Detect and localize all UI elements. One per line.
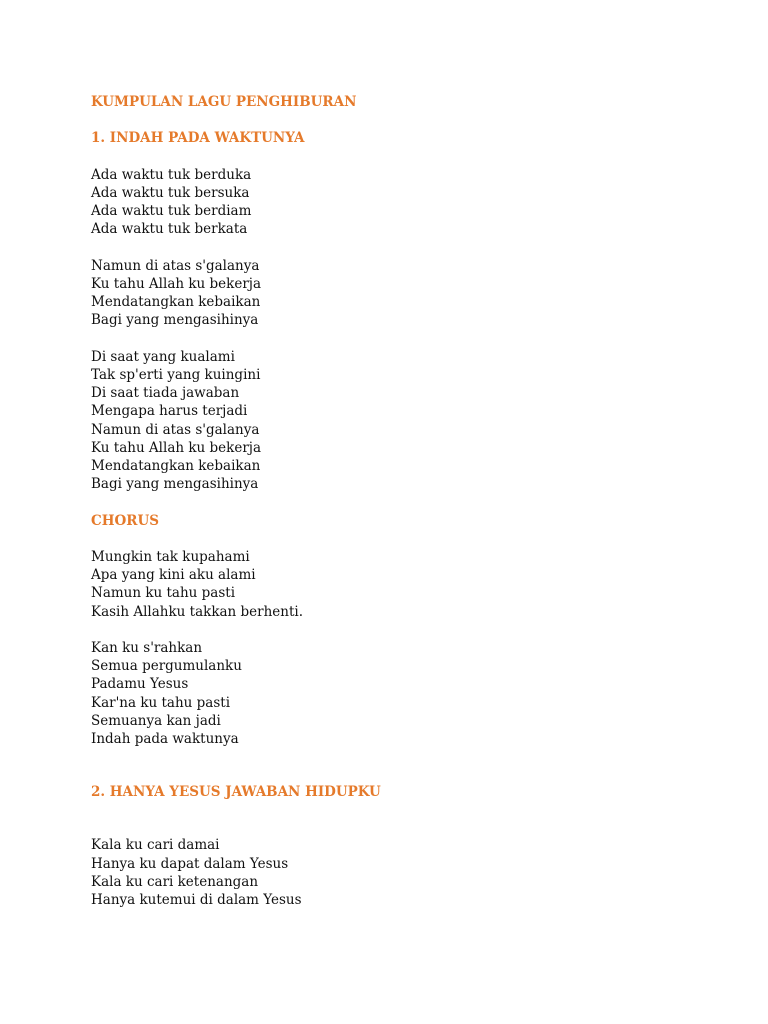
lyric-line: Padamu Yesus (91, 676, 189, 693)
spacer (91, 493, 691, 511)
lyric-line: Semuanya kan jadi (91, 712, 221, 729)
lyric-line: Namun di atas s'galanya (91, 257, 260, 274)
lyric-line: Hanya ku dapat dalam Yesus (91, 855, 289, 872)
lyric-line: Di saat yang kualami (91, 348, 235, 365)
lyric-line: Mendatangkan kebaikan (91, 294, 261, 311)
document-title: KUMPULAN LAGU PENGHIBURAN (91, 94, 357, 110)
lyric-line: Mungkin tak kupahami (91, 548, 250, 565)
spacer (91, 530, 691, 548)
song-title: 2. HANYA YESUS JAWABAN HIDUPKU (91, 784, 381, 801)
spacer (91, 330, 691, 348)
lyric-line: Ada waktu tuk berdiam (91, 203, 252, 220)
lyric-line: Indah pada waktunya (91, 731, 239, 747)
lyric-line: Ku tahu Allah ku bekerja (91, 439, 262, 456)
lyric-line: Namun di atas s'galanya (91, 421, 260, 438)
document-page (91, 93, 691, 909)
spacer (91, 748, 691, 783)
lyric-line: Ku tahu Allah ku bekerja (91, 275, 262, 292)
spacer (91, 621, 691, 639)
lyric-line: Di saat tiada jawaban (91, 385, 240, 402)
lyric-line: Mendatangkan kebaikan (91, 458, 261, 474)
lyric-line: Ada waktu tuk bersuka (91, 184, 250, 201)
lyric-line: Tak sp'erti yang kuingini (91, 366, 261, 383)
lyric-line: Kala ku cari damai (91, 837, 220, 854)
lyric-line: Mengapa harus terjadi (91, 403, 248, 420)
lyric-line: Bagi yang mengasihinya (91, 312, 259, 329)
song-title: 1. INDAH PADA WAKTUNYA (91, 130, 305, 147)
spacer (91, 111, 691, 129)
lyric-line: Ada waktu tuk berkata (91, 221, 248, 238)
spacer (91, 801, 691, 836)
lyric-line: Kan ku s'rahkan (91, 639, 203, 656)
chorus-label: CHORUS (91, 512, 160, 529)
lyric-line: Hanya kutemui di dalam Yesus (91, 892, 302, 909)
lyric-line: Bagi yang mengasihinya (91, 476, 259, 493)
lyric-line: Semua pergumulanku (91, 658, 242, 675)
lyric-line: Kar'na ku tahu pasti (91, 694, 231, 711)
lyric-line: Namun ku tahu pasti (91, 585, 236, 602)
lyric-line: Apa yang kini aku alami (91, 567, 256, 584)
lyric-line: Kasih Allahku takkan berhenti. (91, 603, 304, 620)
spacer (91, 239, 691, 257)
lyric-line: Ada waktu tuk berduka (91, 166, 252, 183)
lyric-line: Kala ku cari ketenangan (91, 873, 259, 890)
spacer (91, 148, 691, 166)
